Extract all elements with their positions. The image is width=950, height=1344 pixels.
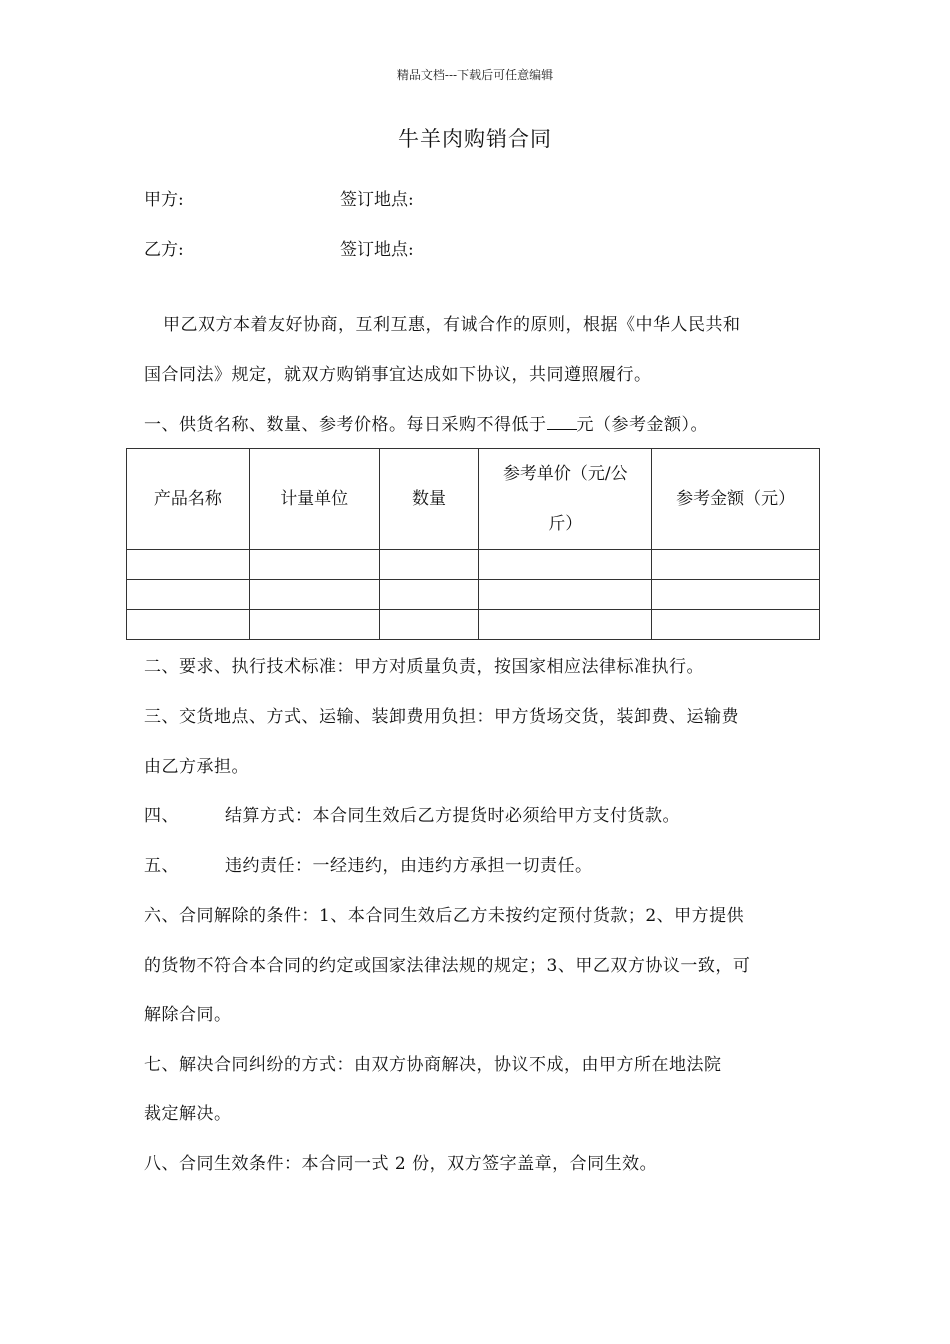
table-row — [127, 580, 820, 610]
clause-7-line-2: 裁定解决。 — [144, 1104, 232, 1124]
intro-line-1: 甲乙双方本着友好协商，互利互惠，有诚合作的原则，根据《中华人民共和 — [163, 315, 741, 335]
table-cell — [479, 610, 652, 640]
table-cell — [652, 610, 820, 640]
clause-3-line-2: 由乙方承担。 — [144, 757, 249, 777]
table-cell — [479, 550, 652, 580]
table-cell — [652, 580, 820, 610]
clause-4-number: 四、 — [144, 806, 179, 826]
clause-5 — [144, 853, 593, 879]
clause-6-line-1: 六、合同解除的条件：1、本合同生效后乙方未按约定预付货款；2、甲方提供 — [144, 906, 745, 926]
header-amount: 参考金额（元） — [652, 449, 820, 550]
table-cell — [249, 550, 379, 580]
intro-line-2: 国合同法》规定，就双方购销事宜达成如下协议，共同遵照履行。 — [144, 365, 652, 385]
header-unit-price: 参考单价（元/公斤） — [479, 449, 652, 550]
party-a-label: 甲方: — [144, 190, 184, 210]
clause-1-after: 元（参考金额）。 — [576, 415, 708, 435]
table-cell — [479, 580, 652, 610]
party-b-label: 乙方: — [144, 240, 184, 260]
party-a-place-label: 签订地点: — [340, 190, 414, 210]
clause-5-number: 五、 — [144, 856, 179, 876]
header-quantity: 数量 — [379, 449, 479, 550]
clause-5-text: 违约责任：一经违约，由违约方承担一切责任。 — [225, 856, 593, 876]
table-cell — [652, 550, 820, 580]
clause-2: 二、要求、执行技术标准：甲方对质量负责，按国家相应法律标准执行。 — [144, 657, 704, 677]
clause-6-line-3: 解除合同。 — [144, 1005, 232, 1025]
header-product-name: 产品名称 — [127, 449, 250, 550]
goods-table — [126, 448, 820, 640]
clause-8: 八、合同生效条件：本合同一式 2 份，双方签字盖章，合同生效。 — [144, 1154, 658, 1174]
amount-blank — [547, 411, 577, 430]
clause-4 — [144, 803, 680, 829]
table-cell — [379, 610, 479, 640]
header-note: 精品文档---下载后可任意编辑 — [396, 68, 554, 82]
table-cell — [127, 610, 250, 640]
table-cell — [249, 610, 379, 640]
clause-1-before: 一、供货名称、数量、参考价格。每日采购不得低于 — [144, 415, 547, 435]
table-cell — [127, 550, 250, 580]
clause-3-line-1: 三、交货地点、方式、运输、装卸费用负担：甲方货场交货，装卸费、运输费 — [144, 707, 739, 727]
clause-7-line-1: 七、解决合同纠纷的方式：由双方协商解决，协议不成，由甲方所在地法院 — [144, 1055, 722, 1075]
table-row — [127, 550, 820, 580]
table-row — [127, 610, 820, 640]
table-cell — [249, 580, 379, 610]
clause-6-line-2: 的货物不符合本合同的约定或国家法律法规的规定；3、甲乙双方协议一致，可 — [144, 956, 751, 976]
header-unit: 计量单位 — [249, 449, 379, 550]
clause-1 — [144, 411, 708, 438]
table-header-row — [127, 449, 820, 550]
party-b-place-label: 签订地点: — [340, 240, 414, 260]
table-cell — [379, 550, 479, 580]
clause-4-text: 结算方式：本合同生效后乙方提货时必须给甲方支付货款。 — [225, 806, 680, 826]
table-cell — [127, 580, 250, 610]
table-cell — [379, 580, 479, 610]
contract-title: 牛羊肉购销合同 — [398, 127, 552, 151]
